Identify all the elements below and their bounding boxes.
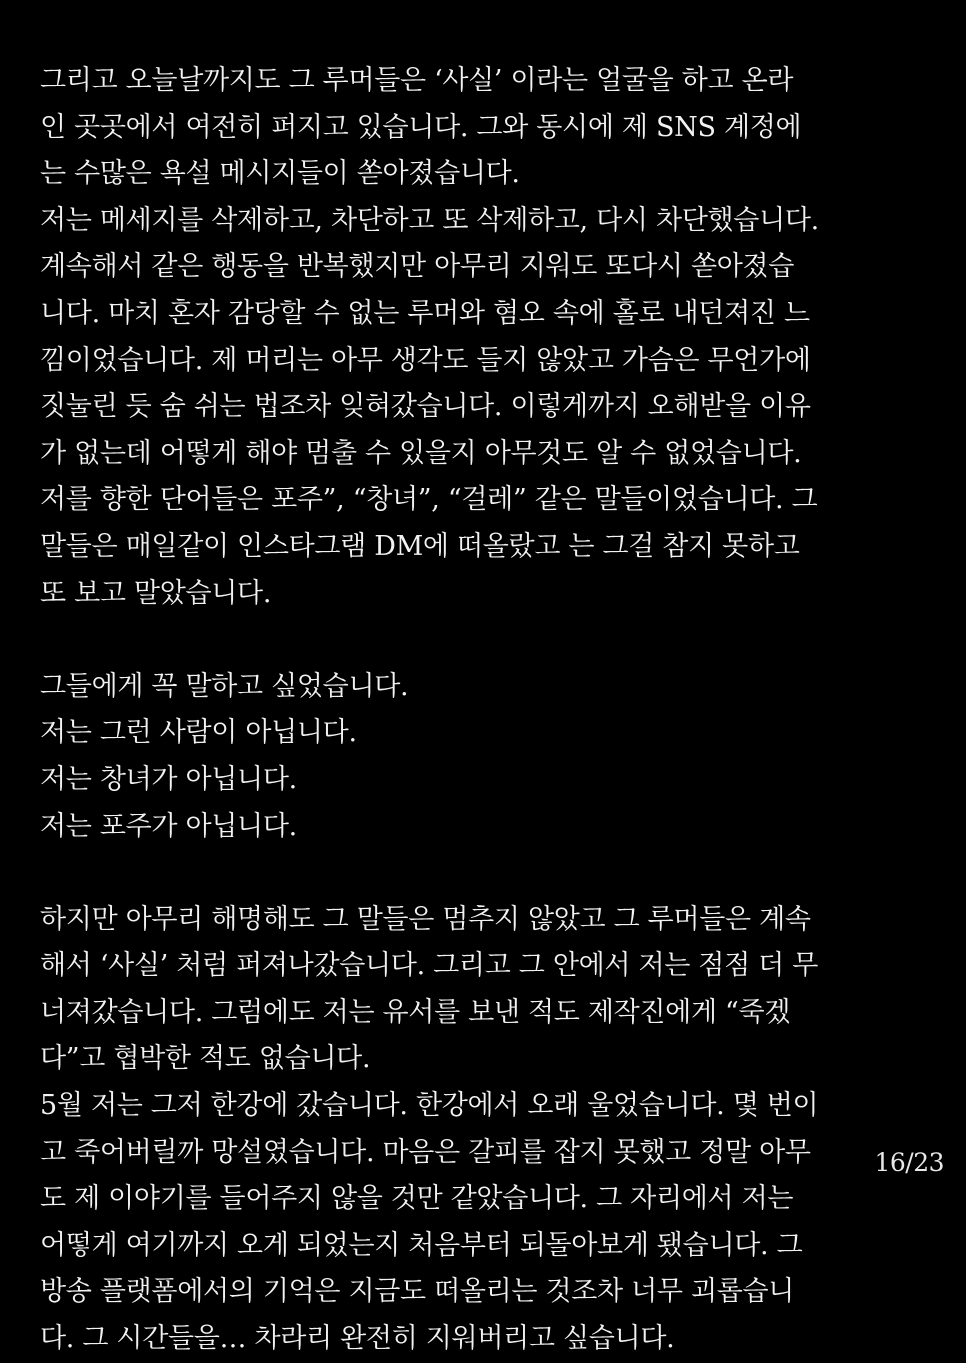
text-line: 다. 그 시간들을… 차라리 완전히 지워버리고 싶습니다. bbox=[40, 1323, 675, 1355]
text-line: 하지만 아무리 해명해도 그 말들은 멈추지 않았고 그 루머들은 계속 bbox=[40, 903, 811, 935]
text-line: 니다. 마치 혼자 감당할 수 없는 루머와 혐오 속에 홀로 내던져진 느 bbox=[40, 297, 810, 329]
text-line: 계속해서 같은 행동을 반복했지만 아무리 지워도 또다시 쏟아졌습 bbox=[40, 251, 795, 283]
paragraph-gap bbox=[40, 850, 940, 897]
text-line: 저를 향한 단어들은 포주”, “창녀”, “걸레” 같은 말들이었습니다. 그 bbox=[40, 484, 818, 516]
text-line: 인 곳곳에서 여전히 퍼지고 있습니다. 그와 동시에 제 SNS 계정에 bbox=[40, 111, 802, 143]
text-line: 해서 ‘사실’ 처럼 퍼져나갔습니다. 그리고 그 안에서 저는 점점 더 무 bbox=[40, 950, 819, 982]
text-line: 그들에게 꼭 말하고 싶었습니다. bbox=[40, 670, 409, 702]
text-line: 고 죽어버릴까 망설였습니다. 마음은 갈피를 잡지 못했고 정말 아무 bbox=[40, 1136, 811, 1168]
text-line: 방송 플랫폼에서의 기억은 지금도 떠올리는 것조차 너무 괴롭습니 bbox=[40, 1276, 795, 1308]
text-line: 낌이었습니다. 제 머리는 아무 생각도 들지 않았고 가슴은 무언가에 bbox=[40, 344, 811, 376]
text-line: 또 보고 말았습니다. bbox=[40, 577, 272, 609]
text-line: 5월 저는 그저 한강에 갔습니다. 한강에서 오래 울었습니다. 몇 번이 bbox=[40, 1090, 819, 1122]
paragraph-3 bbox=[40, 897, 940, 1363]
text-line: 말들은 매일같이 인스타그램 DM에 떠올랐고 는 그걸 참지 못하고 bbox=[40, 530, 800, 562]
text-line: 가 없는데 어떻게 해야 멈출 수 있을지 아무것도 알 수 없었습니다. bbox=[40, 437, 802, 469]
page-number: 16/23 bbox=[874, 1148, 944, 1177]
text-line: 저는 포주가 아닙니다. bbox=[40, 810, 297, 842]
text-line: 는 수많은 욕설 메시지들이 쏟아졌습니다. bbox=[40, 158, 520, 190]
text-line: 다”고 협박한 적도 없습니다. bbox=[40, 1043, 371, 1075]
text-line: 짓눌린 듯 숨 쉬는 법조차 잊혀갔습니다. 이렇게까지 오해받을 이유 bbox=[40, 391, 811, 423]
paragraph-1 bbox=[40, 58, 940, 617]
paragraph-gap bbox=[40, 617, 940, 664]
paragraph-2 bbox=[40, 664, 940, 850]
statement-text bbox=[40, 58, 940, 1363]
text-line: 도 제 이야기를 들어주지 않을 것만 같았습니다. 그 자리에서 저는 bbox=[40, 1183, 794, 1215]
text-line: 그리고 오늘날까지도 그 루머들은 ‘사실’ 이라는 얼굴을 하고 온라 bbox=[40, 65, 794, 96]
text-line: 저는 창녀가 아닙니다. bbox=[40, 763, 297, 795]
text-line: 너져갔습니다. 그럼에도 저는 유서를 보낸 적도 제작진에게 “죽겠 bbox=[40, 996, 791, 1028]
text-line: 저는 메세지를 삭제하고, 차단하고 또 삭제하고, 다시 차단했습니다. bbox=[40, 204, 819, 236]
text-line: 어떻게 여기까지 오게 되었는지 처음부터 되돌아보게 됐습니다. 그 bbox=[40, 1229, 803, 1261]
text-line: 저는 그런 사람이 아닙니다. bbox=[40, 717, 357, 749]
